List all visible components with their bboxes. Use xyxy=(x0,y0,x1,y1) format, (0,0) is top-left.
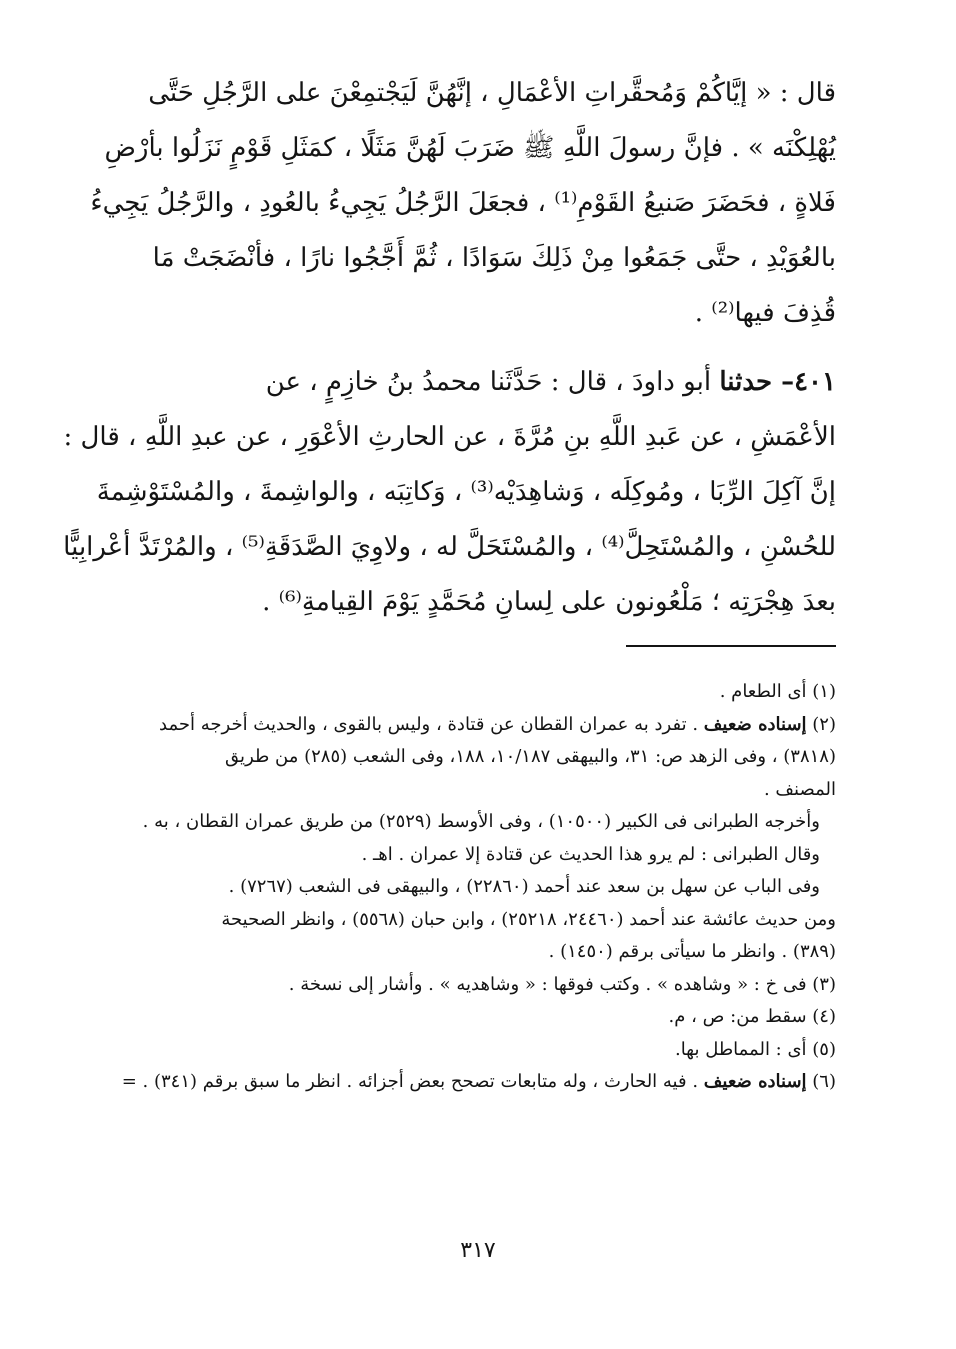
text-line: الأعْمَشِ ، عن عَبدِ اللَّهِ بنِ مُرَّةَ ، عن الحارثِ الأعْوَرِ ، عن عبدِ اللَّهِ ، قال : xyxy=(63,422,836,452)
footnote-text: . فيه الحارث ، وله متابعات تصحح بعض أجزائه . انظر ما سبق برقم (٣٤١) . = xyxy=(121,1071,699,1092)
text-line: قال : « إيَّاكُمْ وَمُحقَّراتِ الأعْمَالِ ، إنَّهُنَّ لَيَجْتمِعْنَ على الرَّجُلِ حَتَّى xyxy=(148,78,836,108)
footnote-text: . تفرد به عمران القطان عن قتادة ، وليس بالقوى ، والحديث أخرجه أحمد xyxy=(159,713,699,735)
footnote-grade: إسناده ضعيف xyxy=(703,713,807,735)
footnote-line: وفى الباب عن سهل بن سعد عند أحمد (٢٢٨٦٠) ، والبيهقى فى الشعب (٧٢٦٧) . xyxy=(228,876,820,897)
footnote-line: (٣٨٩) . وانظر ما سيأتى برقم (١٤٥٠) . xyxy=(548,941,836,962)
footnote-line: وأخرجه الطبرانى فى الكبير (١٠٥٠٠) ، وفى الأوسط (٢٥٢٩) من طريق عمران القطان ، به . xyxy=(142,811,820,832)
footnote-6 xyxy=(121,1066,836,1099)
footnote-2 xyxy=(136,709,836,742)
main-text xyxy=(63,66,836,630)
footnote-1: (١) أى الطعام . xyxy=(719,681,836,702)
hadith-first-line xyxy=(136,355,836,410)
footnote-5: (٥) أى : المماطل بها. xyxy=(674,1038,836,1060)
footnote-divider xyxy=(626,645,836,647)
text-line: يُهْلِكْنَه » . فإنَّ رسولَ اللَّهِ ﷺ ضَرَبَ لَهُنَّ مَثَلًا ، كمَثَلِ قَوْمٍ نَزَلُوا بأرْضِ xyxy=(104,133,836,163)
text-line: إنَّ آكِلَ الرِّبَا ، ومُوكِلَه ، وَشاهِدَيْه⁽³⁾ ، وَكاتِبَه ، والواشِمةَ ، والمُسْتَوْشِمةَ xyxy=(96,477,836,507)
footnote-line: المصنف . xyxy=(763,778,836,800)
footnote-3: (٣) فى خ : « وشاهده » . وكتب فوقها : « وشاهديه » . وأشار إلى نسخة . xyxy=(288,973,836,995)
page-number: ٣١٧ xyxy=(460,1238,496,1263)
hadith-intro: – حدثنا xyxy=(719,367,795,397)
footnote-label: (٢) xyxy=(812,713,836,735)
hadith-number: ٤٠١ xyxy=(794,367,836,397)
footnotes xyxy=(121,676,836,1099)
text-line: بالعُوَيْدِ ، حتَّى جَمَعُوا مِنْ ذَلِكَ سَوَادًا ، ثُمَّ أَجَّجُوا نارًا ، فأنْضَجَتْ مَا xyxy=(152,243,836,273)
footnote-line: ومن حديث عائشة عند أحمد (٢٤٤٦٠، ٢٥٢١٨) ، وابن حبان (٥٥٦٨) ، وانظر الصحيحة xyxy=(221,908,836,930)
text-line: فَلاةٍ ، فحَضَرَ صَنيعُ القَوْمِ⁽¹⁾ ، فجعَلَ الرَّجُلُ يَجِيءُ بالعُودِ ، والرَّجُلُ يَجِيءُ xyxy=(90,188,836,218)
text-line: قُذِفَ فيها⁽²⁾ . xyxy=(694,298,836,328)
text-line: للحُسْنِ ، والمُسْتَحِلَّ⁽⁴⁾ ، والمُسْتَحَلَّ له ، ولاوِيَ الصَّدَقَةِ⁽⁵⁾ ، والمُرْتَدَّ أعْرابِيًّا xyxy=(63,532,836,562)
footnote-line: (٣٨١٨) ، وفى الزهد ص: ٣١، والبيهقى ١٠/١٨٧، ١٨٨، وفى الشعب (٢٨٥) من طريق xyxy=(225,746,836,767)
text-line: بعدَ هِجْرَتِه ؛ مَلْعُونون على لِسانِ مُحَمَّدٍ يَوْمَ القِيامةِ⁽⁶⁾ . xyxy=(262,587,836,617)
hadith-first-line-text: أبو داودَ ، قال : حَدَّثَنا محمدُ بنُ خازِمٍ ، عن xyxy=(265,367,712,397)
footnote-label: (٦) xyxy=(812,1071,836,1092)
footnote-4: (٤) سقط من: ص ، م. xyxy=(668,1006,836,1027)
footnote-line: وقال الطبرانى : لم يرو هذا الحديث عن قتادة إلا عمران . اهـ . xyxy=(361,843,820,865)
paragraph-gap xyxy=(136,341,836,355)
footnote-grade: إسناده ضعيف xyxy=(703,1071,807,1092)
